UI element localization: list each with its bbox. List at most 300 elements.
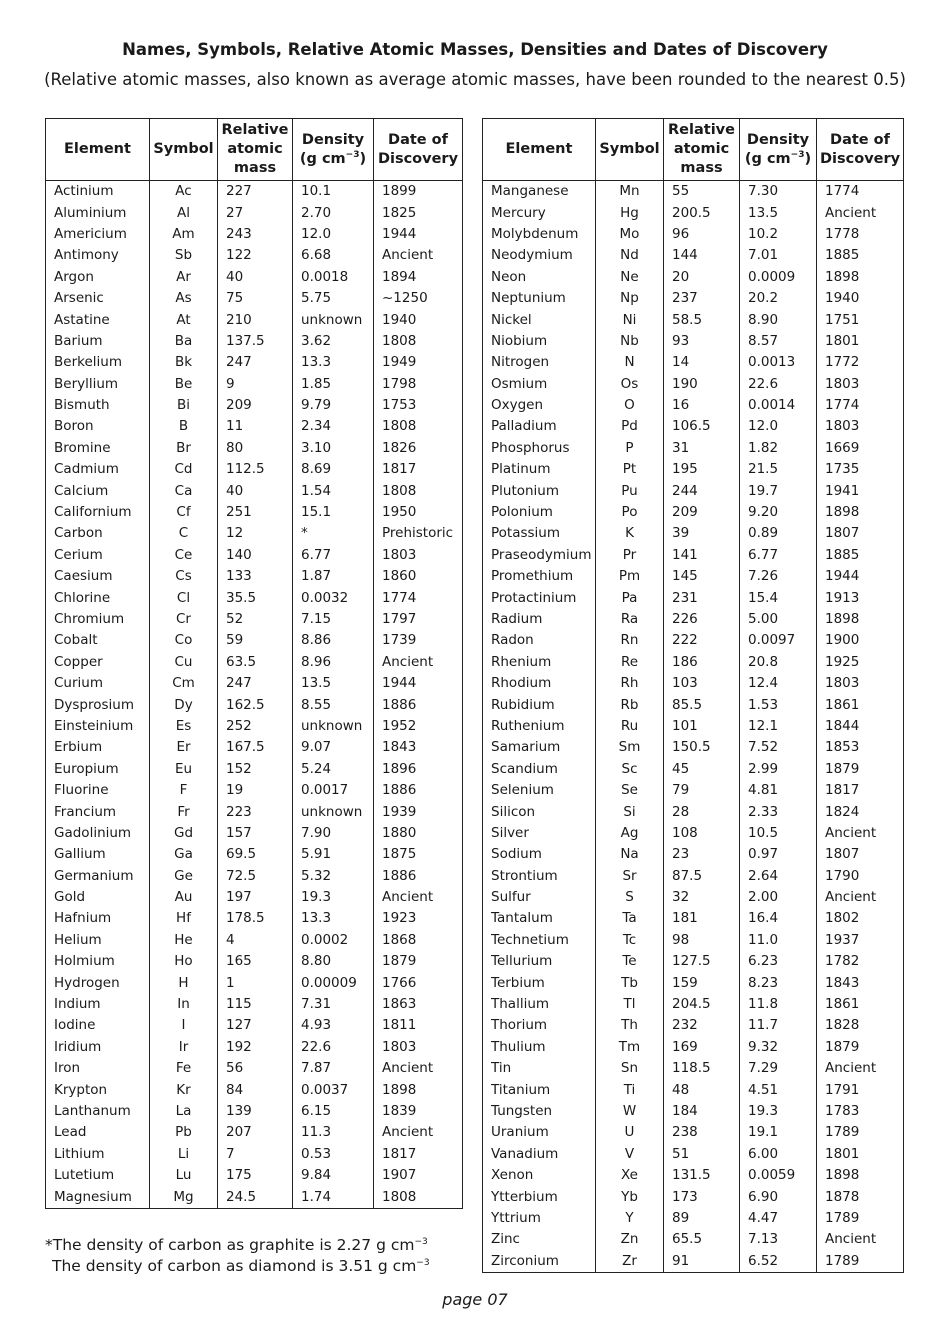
table-row: [46, 416, 463, 437]
table-row: [46, 759, 463, 780]
cell-relative-atomic-mass: 247: [218, 673, 293, 694]
table-row: [483, 245, 904, 266]
cell-symbol: Nb: [596, 331, 664, 352]
table-row: [483, 1058, 904, 1079]
cell-relative-atomic-mass: 152: [218, 759, 293, 780]
cell-density: 5.75: [293, 288, 374, 309]
cell-density: 2.00: [740, 887, 817, 908]
cell-relative-atomic-mass: 28: [664, 801, 740, 822]
cell-relative-atomic-mass: 19: [218, 780, 293, 801]
cell-symbol: Pt: [596, 459, 664, 480]
cell-date-of-discovery: Ancient: [817, 1058, 904, 1079]
table-row: [483, 1165, 904, 1186]
cell-density: 1.74: [293, 1186, 374, 1208]
cell-relative-atomic-mass: 190: [664, 374, 740, 395]
table-row: [46, 866, 463, 887]
cell-relative-atomic-mass: 192: [218, 1037, 293, 1058]
cell-density: 8.96: [293, 652, 374, 673]
cell-symbol: K: [596, 523, 664, 544]
table-row: [46, 181, 463, 203]
cell-date-of-discovery: 1925: [817, 652, 904, 673]
cell-symbol: Ca: [150, 480, 218, 501]
cell-date-of-discovery: 1802: [817, 908, 904, 929]
cell-relative-atomic-mass: 11: [218, 416, 293, 437]
cell-date-of-discovery: Ancient: [374, 652, 463, 673]
cell-date-of-discovery: 1898: [817, 1165, 904, 1186]
cell-date-of-discovery: 1941: [817, 480, 904, 501]
footnote-diamond: The density of carbon as diamond is 3.51 g $cm^{-3}$: [52, 1257, 430, 1275]
cell-date-of-discovery: 1797: [374, 609, 463, 630]
table-row: [483, 1144, 904, 1165]
cell-date-of-discovery: 1949: [374, 352, 463, 373]
cell-density: 2.34: [293, 416, 374, 437]
cell-density: 7.31: [293, 994, 374, 1015]
table-row: [46, 951, 463, 972]
table-row: [46, 908, 463, 929]
table-row: [483, 866, 904, 887]
cell-element: Erbium: [46, 737, 150, 758]
table-row: [483, 1251, 904, 1273]
cell-date-of-discovery: 1803: [817, 374, 904, 395]
table-row: [46, 309, 463, 330]
cell-density: 8.69: [293, 459, 374, 480]
cell-date-of-discovery: 1803: [817, 416, 904, 437]
cell-density: 6.90: [740, 1186, 817, 1207]
cell-relative-atomic-mass: 209: [664, 502, 740, 523]
cell-relative-atomic-mass: 133: [218, 566, 293, 587]
cell-symbol: Ba: [150, 331, 218, 352]
cell-element: Cobalt: [46, 630, 150, 651]
cell-symbol: Ni: [596, 309, 664, 330]
table-header-row: [46, 119, 463, 181]
cell-date-of-discovery: Ancient: [817, 887, 904, 908]
cell-density: unknown: [293, 801, 374, 822]
cell-date-of-discovery: 1774: [817, 181, 904, 203]
cell-element: Lutetium: [46, 1165, 150, 1186]
cell-element: Promethium: [483, 566, 596, 587]
cell-symbol: Hg: [596, 202, 664, 223]
cell-symbol: As: [150, 288, 218, 309]
cell-element: Molybdenum: [483, 224, 596, 245]
cell-date-of-discovery: Ancient: [374, 1122, 463, 1143]
cell-relative-atomic-mass: 127.5: [664, 951, 740, 972]
table-row: [46, 352, 463, 373]
table-row: [46, 1037, 463, 1058]
cell-element: Neodymium: [483, 245, 596, 266]
cell-date-of-discovery: 1808: [374, 416, 463, 437]
cell-symbol: Ge: [150, 866, 218, 887]
cell-density: 6.77: [740, 545, 817, 566]
cell-date-of-discovery: 1907: [374, 1165, 463, 1186]
cell-element: Hydrogen: [46, 972, 150, 993]
table-row: [483, 652, 904, 673]
table-row: [46, 374, 463, 395]
cell-density: 13.5: [293, 673, 374, 694]
cell-element: Carbon: [46, 523, 150, 544]
cell-date-of-discovery: 1807: [817, 523, 904, 544]
cell-date-of-discovery: 1952: [374, 716, 463, 737]
cell-symbol: Pu: [596, 480, 664, 501]
cell-relative-atomic-mass: 27: [218, 202, 293, 223]
cell-density: 11.8: [740, 994, 817, 1015]
cell-date-of-discovery: 1879: [817, 759, 904, 780]
cell-date-of-discovery: 1886: [374, 694, 463, 715]
cell-symbol: Nd: [596, 245, 664, 266]
cell-relative-atomic-mass: 112.5: [218, 459, 293, 480]
cell-symbol: Er: [150, 737, 218, 758]
cell-symbol: Br: [150, 438, 218, 459]
cell-symbol: Po: [596, 502, 664, 523]
cell-element: Einsteinium: [46, 716, 150, 737]
cell-relative-atomic-mass: 145: [664, 566, 740, 587]
cell-relative-atomic-mass: 101: [664, 716, 740, 737]
cell-relative-atomic-mass: 243: [218, 224, 293, 245]
cell-element: Zirconium: [483, 1251, 596, 1273]
cell-symbol: Sm: [596, 737, 664, 758]
table-row: [483, 438, 904, 459]
cell-density: 20.8: [740, 652, 817, 673]
cell-density: 6.77: [293, 545, 374, 566]
cell-element: Scandium: [483, 759, 596, 780]
cell-date-of-discovery: 1939: [374, 801, 463, 822]
cell-relative-atomic-mass: 14: [664, 352, 740, 373]
cell-symbol: H: [150, 972, 218, 993]
table-row: [46, 545, 463, 566]
table-row: [483, 395, 904, 416]
table-row: [46, 1144, 463, 1165]
cell-relative-atomic-mass: 48: [664, 1079, 740, 1100]
cell-density: 1.82: [740, 438, 817, 459]
cell-density: 0.0013: [740, 352, 817, 373]
cell-symbol: Cf: [150, 502, 218, 523]
cell-element: Strontium: [483, 866, 596, 887]
page-title: Names, Symbols, Relative Atomic Masses, Densities and Dates of Discovery: [122, 40, 828, 59]
cell-element: Arsenic: [46, 288, 150, 309]
cell-density: 4.51: [740, 1079, 817, 1100]
cell-element: Californium: [46, 502, 150, 523]
cell-density: 1.54: [293, 480, 374, 501]
cell-density: 2.64: [740, 866, 817, 887]
cell-density: 15.4: [740, 587, 817, 608]
cell-relative-atomic-mass: 237: [664, 288, 740, 309]
cell-element: Magnesium: [46, 1186, 150, 1208]
cell-relative-atomic-mass: 85.5: [664, 694, 740, 715]
cell-relative-atomic-mass: 51: [664, 1144, 740, 1165]
table-row: [483, 951, 904, 972]
table-row: [46, 673, 463, 694]
cell-element: Phosphorus: [483, 438, 596, 459]
table-row: [483, 609, 904, 630]
cell-relative-atomic-mass: 59: [218, 630, 293, 651]
table-row: [483, 673, 904, 694]
cell-density: 7.87: [293, 1058, 374, 1079]
cell-density: 6.52: [740, 1251, 817, 1273]
cell-symbol: Cs: [150, 566, 218, 587]
cell-date-of-discovery: 1772: [817, 352, 904, 373]
cell-symbol: Fr: [150, 801, 218, 822]
table-row: [483, 994, 904, 1015]
table-row: [46, 716, 463, 737]
cell-date-of-discovery: 1801: [817, 1144, 904, 1165]
cell-date-of-discovery: 1789: [817, 1208, 904, 1229]
cell-relative-atomic-mass: 12: [218, 523, 293, 544]
cell-element: Europium: [46, 759, 150, 780]
cell-date-of-discovery: 1817: [374, 459, 463, 480]
cell-relative-atomic-mass: 58.5: [664, 309, 740, 330]
cell-symbol: Kr: [150, 1079, 218, 1100]
cell-symbol: Tb: [596, 972, 664, 993]
cell-relative-atomic-mass: 244: [664, 480, 740, 501]
cell-density: 8.55: [293, 694, 374, 715]
cell-date-of-discovery: 1803: [374, 545, 463, 566]
table-row: [483, 1079, 904, 1100]
cell-density: 11.0: [740, 930, 817, 951]
cell-relative-atomic-mass: 52: [218, 609, 293, 630]
cell-density: 19.3: [293, 887, 374, 908]
cell-date-of-discovery: 1853: [817, 737, 904, 758]
cell-symbol: Cl: [150, 587, 218, 608]
table-row: [46, 801, 463, 822]
cell-element: Cerium: [46, 545, 150, 566]
cell-symbol: Sc: [596, 759, 664, 780]
cell-symbol: Tm: [596, 1037, 664, 1058]
cell-density: 2.99: [740, 759, 817, 780]
cell-relative-atomic-mass: 139: [218, 1101, 293, 1122]
cell-date-of-discovery: 1774: [374, 587, 463, 608]
cell-symbol: F: [150, 780, 218, 801]
cell-density: 12.0: [740, 416, 817, 437]
cell-relative-atomic-mass: 209: [218, 395, 293, 416]
cell-relative-atomic-mass: 40: [218, 267, 293, 288]
cell-element: Sulfur: [483, 887, 596, 908]
cell-symbol: Li: [150, 1144, 218, 1165]
cell-date-of-discovery: 1828: [817, 1015, 904, 1036]
table-row: [483, 801, 904, 822]
cell-symbol: Tl: [596, 994, 664, 1015]
cell-relative-atomic-mass: 140: [218, 545, 293, 566]
cell-element: Manganese: [483, 181, 596, 203]
cell-date-of-discovery: 1844: [817, 716, 904, 737]
cell-symbol: Al: [150, 202, 218, 223]
cell-symbol: Sr: [596, 866, 664, 887]
table-row: [46, 930, 463, 951]
cell-density: 13.3: [293, 908, 374, 929]
cell-date-of-discovery: 1808: [374, 331, 463, 352]
cell-relative-atomic-mass: 80: [218, 438, 293, 459]
cell-date-of-discovery: Ancient: [817, 823, 904, 844]
table-body-right: [483, 181, 904, 1273]
cell-relative-atomic-mass: 16: [664, 395, 740, 416]
cell-element: Radium: [483, 609, 596, 630]
cell-element: Barium: [46, 331, 150, 352]
cell-symbol: Ta: [596, 908, 664, 929]
cell-relative-atomic-mass: 252: [218, 716, 293, 737]
cell-date-of-discovery: 1825: [374, 202, 463, 223]
table-row: [46, 1122, 463, 1143]
table-row: [483, 1208, 904, 1229]
cell-date-of-discovery: Ancient: [817, 1229, 904, 1250]
cell-relative-atomic-mass: 72.5: [218, 866, 293, 887]
cell-element: Tellurium: [483, 951, 596, 972]
cell-element: Tin: [483, 1058, 596, 1079]
cell-element: Vanadium: [483, 1144, 596, 1165]
cell-date-of-discovery: 1798: [374, 374, 463, 395]
cell-date-of-discovery: 1807: [817, 844, 904, 865]
cell-date-of-discovery: 1803: [817, 673, 904, 694]
cell-relative-atomic-mass: 96: [664, 224, 740, 245]
footnote-graphite: *The density of carbon as graphite is 2.27 g $cm^{-3}$: [45, 1236, 428, 1254]
cell-density: 4.93: [293, 1015, 374, 1036]
cell-element: Nickel: [483, 309, 596, 330]
cell-element: Bismuth: [46, 395, 150, 416]
cell-date-of-discovery: 1790: [817, 866, 904, 887]
cell-relative-atomic-mass: 167.5: [218, 737, 293, 758]
table-row: [483, 545, 904, 566]
cell-date-of-discovery: 1898: [817, 267, 904, 288]
cell-symbol: Lu: [150, 1165, 218, 1186]
cell-element: Calcium: [46, 480, 150, 501]
cell-symbol: Ce: [150, 545, 218, 566]
cell-density: 16.4: [740, 908, 817, 929]
cell-density: 9.32: [740, 1037, 817, 1058]
cell-element: Helium: [46, 930, 150, 951]
cell-density: 0.0014: [740, 395, 817, 416]
table-row: [483, 630, 904, 651]
page-number: page 07: [442, 1290, 508, 1309]
cell-density: 5.00: [740, 609, 817, 630]
header-element: Element: [46, 119, 150, 181]
cell-relative-atomic-mass: 165: [218, 951, 293, 972]
cell-element: Sodium: [483, 844, 596, 865]
table-row: [46, 823, 463, 844]
cell-element: Gallium: [46, 844, 150, 865]
cell-relative-atomic-mass: 186: [664, 652, 740, 673]
cell-element: Americium: [46, 224, 150, 245]
cell-date-of-discovery: 1791: [817, 1079, 904, 1100]
cell-relative-atomic-mass: 251: [218, 502, 293, 523]
cell-date-of-discovery: 1898: [817, 502, 904, 523]
cell-relative-atomic-mass: 162.5: [218, 694, 293, 715]
cell-date-of-discovery: Ancient: [374, 245, 463, 266]
cell-date-of-discovery: 1868: [374, 930, 463, 951]
cell-element: Dysprosium: [46, 694, 150, 715]
cell-date-of-discovery: 1886: [374, 866, 463, 887]
cell-date-of-discovery: 1944: [374, 224, 463, 245]
cell-date-of-discovery: 1863: [374, 994, 463, 1015]
page-subtitle: (Relative atomic masses, also known as average atomic masses, have been rounded to the nearest 0.5): [44, 70, 906, 89]
cell-date-of-discovery: 1937: [817, 930, 904, 951]
table-row: [483, 694, 904, 715]
cell-date-of-discovery: Ancient: [374, 1058, 463, 1079]
cell-symbol: Eu: [150, 759, 218, 780]
cell-symbol: Cr: [150, 609, 218, 630]
cell-symbol: Ag: [596, 823, 664, 844]
cell-relative-atomic-mass: 20: [664, 267, 740, 288]
cell-density: 8.80: [293, 951, 374, 972]
cell-element: Praseodymium: [483, 545, 596, 566]
cell-element: Gold: [46, 887, 150, 908]
cell-date-of-discovery: 1789: [817, 1122, 904, 1143]
cell-relative-atomic-mass: 159: [664, 972, 740, 993]
cell-date-of-discovery: 1801: [817, 331, 904, 352]
cell-relative-atomic-mass: 137.5: [218, 331, 293, 352]
header-density: Density (g $cm^{-3}$): [740, 119, 817, 181]
cell-date-of-discovery: 1753: [374, 395, 463, 416]
cell-date-of-discovery: 1817: [817, 780, 904, 801]
table-row: [46, 202, 463, 223]
cell-element: Indium: [46, 994, 150, 1015]
cell-element: Silicon: [483, 801, 596, 822]
cell-density: 0.0002: [293, 930, 374, 951]
cell-relative-atomic-mass: 118.5: [664, 1058, 740, 1079]
table-header-row: [483, 119, 904, 181]
cell-symbol: Gd: [150, 823, 218, 844]
table-row: [483, 566, 904, 587]
cell-relative-atomic-mass: 39: [664, 523, 740, 544]
cell-density: unknown: [293, 309, 374, 330]
cell-symbol: N: [596, 352, 664, 373]
cell-relative-atomic-mass: 24.5: [218, 1186, 293, 1208]
cell-date-of-discovery: 1774: [817, 395, 904, 416]
table-row: [483, 459, 904, 480]
cell-relative-atomic-mass: 127: [218, 1015, 293, 1036]
cell-element: Titanium: [483, 1079, 596, 1100]
cell-element: Thulium: [483, 1037, 596, 1058]
cell-element: Thorium: [483, 1015, 596, 1036]
cell-element: Curium: [46, 673, 150, 694]
cell-relative-atomic-mass: 69.5: [218, 844, 293, 865]
cell-element: Lithium: [46, 1144, 150, 1165]
cell-element: Iridium: [46, 1037, 150, 1058]
cell-relative-atomic-mass: 55: [664, 181, 740, 203]
cell-relative-atomic-mass: 122: [218, 245, 293, 266]
table-row: [46, 737, 463, 758]
cell-date-of-discovery: 1839: [374, 1101, 463, 1122]
table-row: [46, 245, 463, 266]
table-row: [46, 438, 463, 459]
cell-relative-atomic-mass: 207: [218, 1122, 293, 1143]
table-row: [46, 1101, 463, 1122]
cell-symbol: Pr: [596, 545, 664, 566]
cell-relative-atomic-mass: 197: [218, 887, 293, 908]
cell-relative-atomic-mass: 91: [664, 1251, 740, 1273]
cell-symbol: Be: [150, 374, 218, 395]
table-row: [483, 716, 904, 737]
cell-date-of-discovery: 1940: [817, 288, 904, 309]
table-row: [46, 566, 463, 587]
table-row: [46, 288, 463, 309]
cell-element: Bromine: [46, 438, 150, 459]
cell-relative-atomic-mass: 200.5: [664, 202, 740, 223]
cell-relative-atomic-mass: 226: [664, 609, 740, 630]
cell-density: 2.33: [740, 801, 817, 822]
cell-date-of-discovery: 1860: [374, 566, 463, 587]
cell-date-of-discovery: 1808: [374, 1186, 463, 1208]
cell-symbol: Ga: [150, 844, 218, 865]
table-row: [46, 609, 463, 630]
cell-symbol: Cu: [150, 652, 218, 673]
cell-date-of-discovery: 1879: [817, 1037, 904, 1058]
cell-relative-atomic-mass: 247: [218, 352, 293, 373]
cell-density: 8.23: [740, 972, 817, 993]
cell-element: Gadolinium: [46, 823, 150, 844]
cell-density: 9.07: [293, 737, 374, 758]
cell-relative-atomic-mass: 238: [664, 1122, 740, 1143]
cell-date-of-discovery: 1879: [374, 951, 463, 972]
table-row: [46, 1058, 463, 1079]
cell-symbol: Cm: [150, 673, 218, 694]
cell-density: 11.3: [293, 1122, 374, 1143]
